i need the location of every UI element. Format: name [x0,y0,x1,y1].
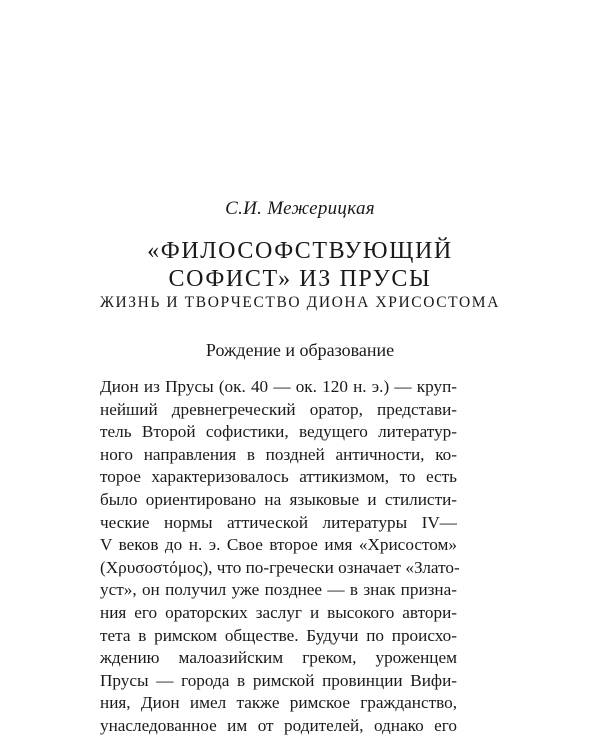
subtitle: ЖИЗНЬ И ТВОРЧЕСТВО ДИОНА ХРИСОСТОМА [100,294,500,311]
title-line-2: СОФИСТ» ИЗ ПРУСЫ [168,266,432,292]
body-text [100,376,460,738]
body-line: Прусы — города в римской провинции Вифи- [100,670,457,690]
body-line: нейший древнегреческий оратор, представи- [100,399,457,419]
body-line: тель Второй софистики, ведущего литератур- [100,422,457,442]
body-line: ческие нормы аттической литературы IV— [100,512,457,532]
body-line: ния его ораторских заслуг и высокого автори- [100,602,457,622]
title-line-1: «ФИЛОСОФСТВУЮЩИЙ [147,238,453,264]
body-line: ния, Дион имел также римское гражданство, [100,693,457,713]
section-heading: Рождение и образование [205,340,395,360]
body-line: (Χρυσοστόμος), что по-гречески означает «Злато- [100,557,460,577]
body-line: унаследованное им от родителей, однако его [100,715,457,735]
body-line: тета в римском обществе. Будучи по происхо- [100,625,457,645]
body-line: ного направления в поздней античности, ко- [100,444,457,464]
body-line: уст», он получил уже позднее — в знак призна- [100,580,457,600]
body-line: торое характеризовалось аттикизмом, то есть [100,467,457,487]
body-line: Дион из Прусы (ок. 40 — ок. 120 н. э.) — круп- [100,377,457,396]
author-name: С.И. Межерицкая [225,198,375,219]
body-line: V веков до н. э. Свое второе имя «Хрисостом» [100,535,457,555]
body-line: ждению малоазийским греком, уроженцем [100,648,457,668]
body-line: было ориентировано на языковые и стилисти- [100,489,457,509]
